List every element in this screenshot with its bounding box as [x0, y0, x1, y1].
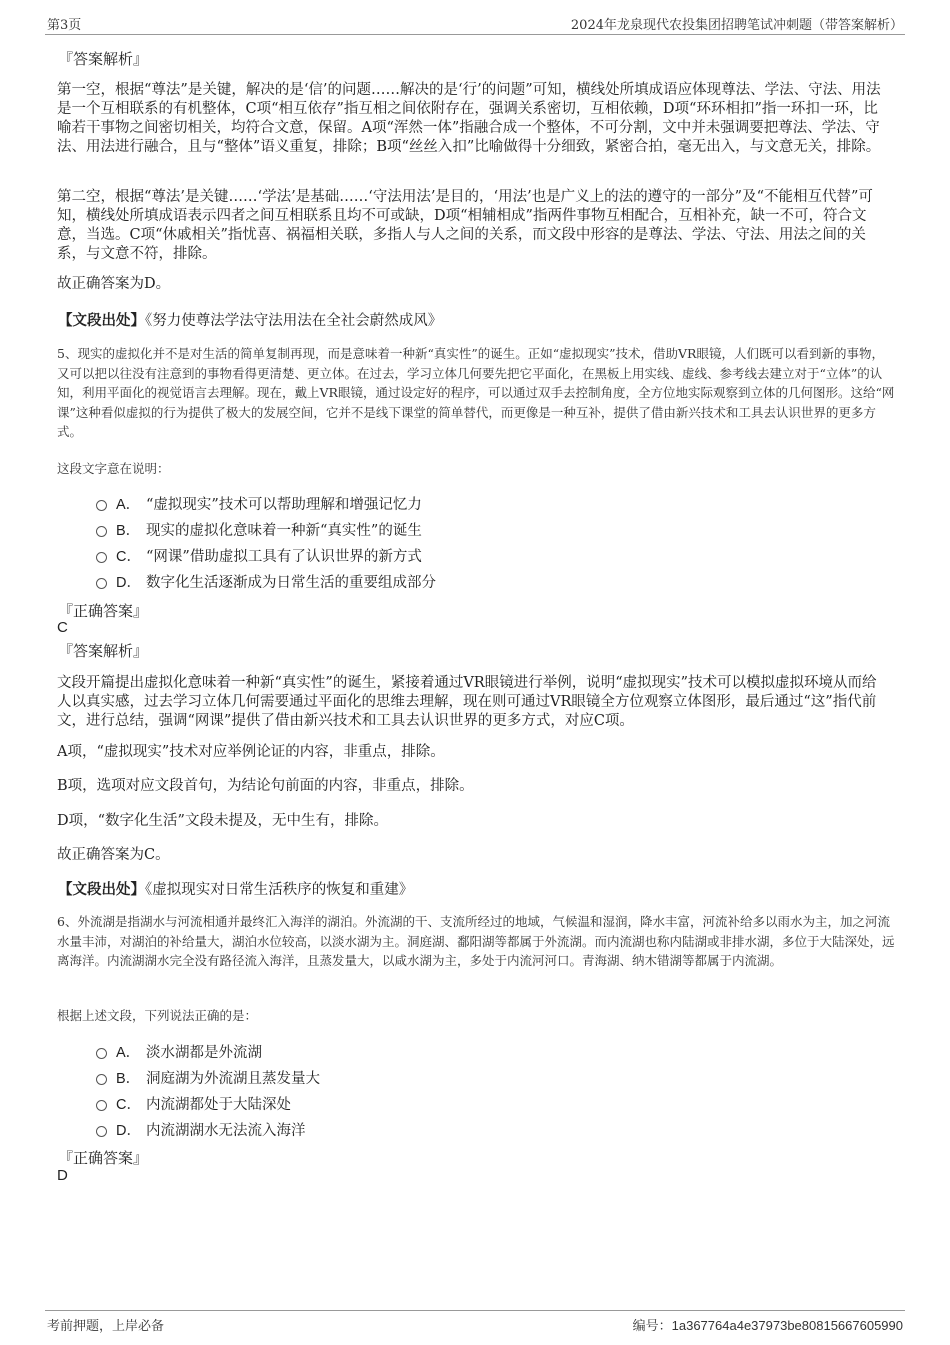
option-text: 内流湖都处于大陆深处 [146, 1096, 291, 1113]
q5-analysis-para4: D项，“数字化生活”文段未提及，无中生有，排除。 [57, 813, 388, 829]
q5-source [58, 878, 413, 899]
radio-icon[interactable] [96, 500, 107, 511]
option-key: D． [116, 574, 141, 591]
q6-stem: 6、外流湖是指湖水与河流相通并最终汇入海洋的湖泊。外流湖的干、支流所经过的地域，气候温和湿润，降水丰富，河流补给多以雨水为主，加之河流水量丰沛，对湖泊的补给量大，湖泊水位较高，以淡水湖为主。洞庭湖、鄱阳湖等都属于外流湖。而内流湖也称内陆湖或非排水湖，多位于大陆深处，远离海洋。内流湖湖水完全没有路径流入海洋，且蒸发量大，以咸水湖为主，多处于内流河河口。青海湖、纳木错湖等都属于内流湖。 [57, 914, 895, 968]
page-number: 第3页 [47, 18, 82, 33]
option-key: D． [116, 1122, 141, 1139]
q5-option-a[interactable] [96, 493, 422, 513]
q4-analysis-para1: 第一空，根据“尊法”是关键，解决的是‘信’的问题……解决的是‘行’的问题”可知，横线处所填成语应体现尊法、学法、守法、用法是一个互相联系的有机整体，C项“相互依存”指互相之间依附存在，强调关系密切，互相依赖，D项“环环相扣”指一环扣一环，比喻若干事物之间密切相关，均符合文意，保留。A项“浑然一体”指融合成一个整体，不可分割，文中并未强调要把尊法、学法、守法、用法进行融合，且与“整体”语义重复，排除；B项“丝丝入扣”比喻做得十分细致，紧密合拍，毫无出入，与文意无关，排除。 [57, 82, 881, 155]
q6-option-b[interactable] [96, 1067, 320, 1087]
q5-correct-answer: C [57, 619, 68, 636]
option-text: 内流湖湖水无法流入海洋 [146, 1122, 306, 1139]
option-key: C． [116, 1096, 141, 1113]
option-key: C． [116, 548, 141, 565]
option-key: B． [116, 522, 141, 539]
option-text: 淡水湖都是外流湖 [146, 1044, 262, 1061]
radio-icon[interactable] [96, 1048, 107, 1059]
source-label: 【文段出处】 [58, 881, 145, 898]
code-label: 编号： [632, 1319, 672, 1334]
footer-slogan: 考前押题，上岸必备 [47, 1319, 165, 1334]
page-header [45, 14, 905, 35]
q5-analysis-para1: 文段开篇提出虚拟化意味着一种新“真实性”的诞生，紧接着通过VR眼镜进行举例，说明“虚拟现实”技术可以模拟虚拟环境从而给人以真实感，过去学习立体几何需要通过平面化的思维去理解，现在则可通过VR眼镜全方位观察立体图形，最后通过“这”指代前文，进行总结，强调“网课”提供了借由新兴技术和工具去认识世界的更多方式，对应C项。 [57, 675, 877, 729]
q5-analysis-tag: 『答案解析』 [58, 642, 149, 660]
option-text: 洞庭湖为外流湖且蒸发量大 [146, 1070, 320, 1087]
option-text: “网课”借助虚拟工具有了认识世界的新方式 [146, 548, 422, 565]
q4-conclusion: 故正确答案为D。 [57, 276, 171, 292]
q4-analysis-tag: 『答案解析』 [58, 50, 149, 68]
q4-analysis-para2: 第二空，根据“尊法’是关键……‘学法’是基础……‘守法用法’是目的，‘用法’也是广义上的法的遵守的一部分”及“不能相互代替”可知，横线处所填成语表示四者之间互相联系且均不可或缺，D项“相辅相成”指两件事物互相配合，互相补充，缺一不可，符合文意，当选。C项“休戚相关”指忧喜、祸福相关联，多指人与人之间的关系，而文段中形容的是尊法、学法、守法、用法之间的关系，与文意不符，排除。 [57, 189, 873, 262]
option-text: 现实的虚拟化意味着一种新“真实性”的诞生 [146, 522, 422, 539]
page-footer [45, 1310, 905, 1339]
q6-correct-tag: 『正确答案』 [58, 1149, 149, 1167]
option-text: “虚拟现实”技术可以帮助理解和增强记忆力 [146, 496, 422, 513]
q6-option-c[interactable] [96, 1093, 291, 1113]
q5-stem: 5、现实的虚拟化并不是对生活的简单复制再现，而是意味着一种新“真实性”的诞生。正如“虚拟现实”技术，借助VR眼镜，人们既可以看到新的事物，又可以把以往没有注意到的事物看得更清楚、更立体。在过去，学习立体几何要先把它平面化，在黑板上用实线、虚线、参考线去建立对于“立体”的认知，利用平面化的视觉语言去理解。现在，戴上VR眼镜，通过设定好的程序，可以通过双手去控制角度，全方位地实际观察到立体的几何图形。这给“网课”这种看似虚拟的行为提供了极大的发展空间，它并不是线下课堂的简单替代，而更像是一种互补，提供了借由新兴技术和工具去认识世界的更多方式。 [57, 346, 895, 439]
q5-prompt: 这段文字意在说明： [57, 461, 170, 476]
source-label: 【文段出处】 [58, 312, 145, 329]
source-title: 《虚拟现实对日常生活秩序的恢复和重建》 [145, 882, 414, 898]
option-key: A． [116, 1044, 141, 1061]
q5-conclusion: 故正确答案为C。 [57, 847, 170, 863]
radio-icon[interactable] [96, 1074, 107, 1085]
code-value: 1a367764a4e37973be80815667605990 [671, 1318, 903, 1333]
q5-option-b[interactable] [96, 519, 422, 539]
q5-correct-tag: 『正确答案』 [58, 602, 149, 620]
q5-analysis-para2: A项，“虚拟现实”技术对应举例论证的内容，非重点，排除。 [57, 744, 445, 760]
q5-option-d[interactable] [96, 571, 436, 591]
option-key: B． [116, 1070, 141, 1087]
radio-icon[interactable] [96, 526, 107, 537]
q4-source [58, 309, 442, 330]
q6-option-a[interactable] [96, 1041, 262, 1061]
radio-icon[interactable] [96, 1100, 107, 1111]
document-title: 2024年龙泉现代农投集团招聘笔试冲刺题（带答案解析） [570, 18, 903, 33]
q6-correct-answer: D [57, 1167, 68, 1184]
q5-option-c[interactable] [96, 545, 422, 565]
radio-icon[interactable] [96, 578, 107, 589]
q6-option-d[interactable] [96, 1119, 306, 1139]
source-title: 《努力使尊法学法守法用法在全社会蔚然成风》 [145, 313, 443, 329]
q6-prompt: 根据上述文段，下列说法正确的是： [57, 1008, 258, 1023]
option-key: A． [116, 496, 141, 513]
option-text: 数字化生活逐渐成为日常生活的重要组成部分 [146, 574, 436, 591]
radio-icon[interactable] [96, 552, 107, 563]
radio-icon[interactable] [96, 1126, 107, 1137]
q5-analysis-para3: B项，选项对应文段首句，为结论句前面的内容，非重点，排除。 [57, 778, 474, 794]
document-code [633, 1315, 903, 1334]
